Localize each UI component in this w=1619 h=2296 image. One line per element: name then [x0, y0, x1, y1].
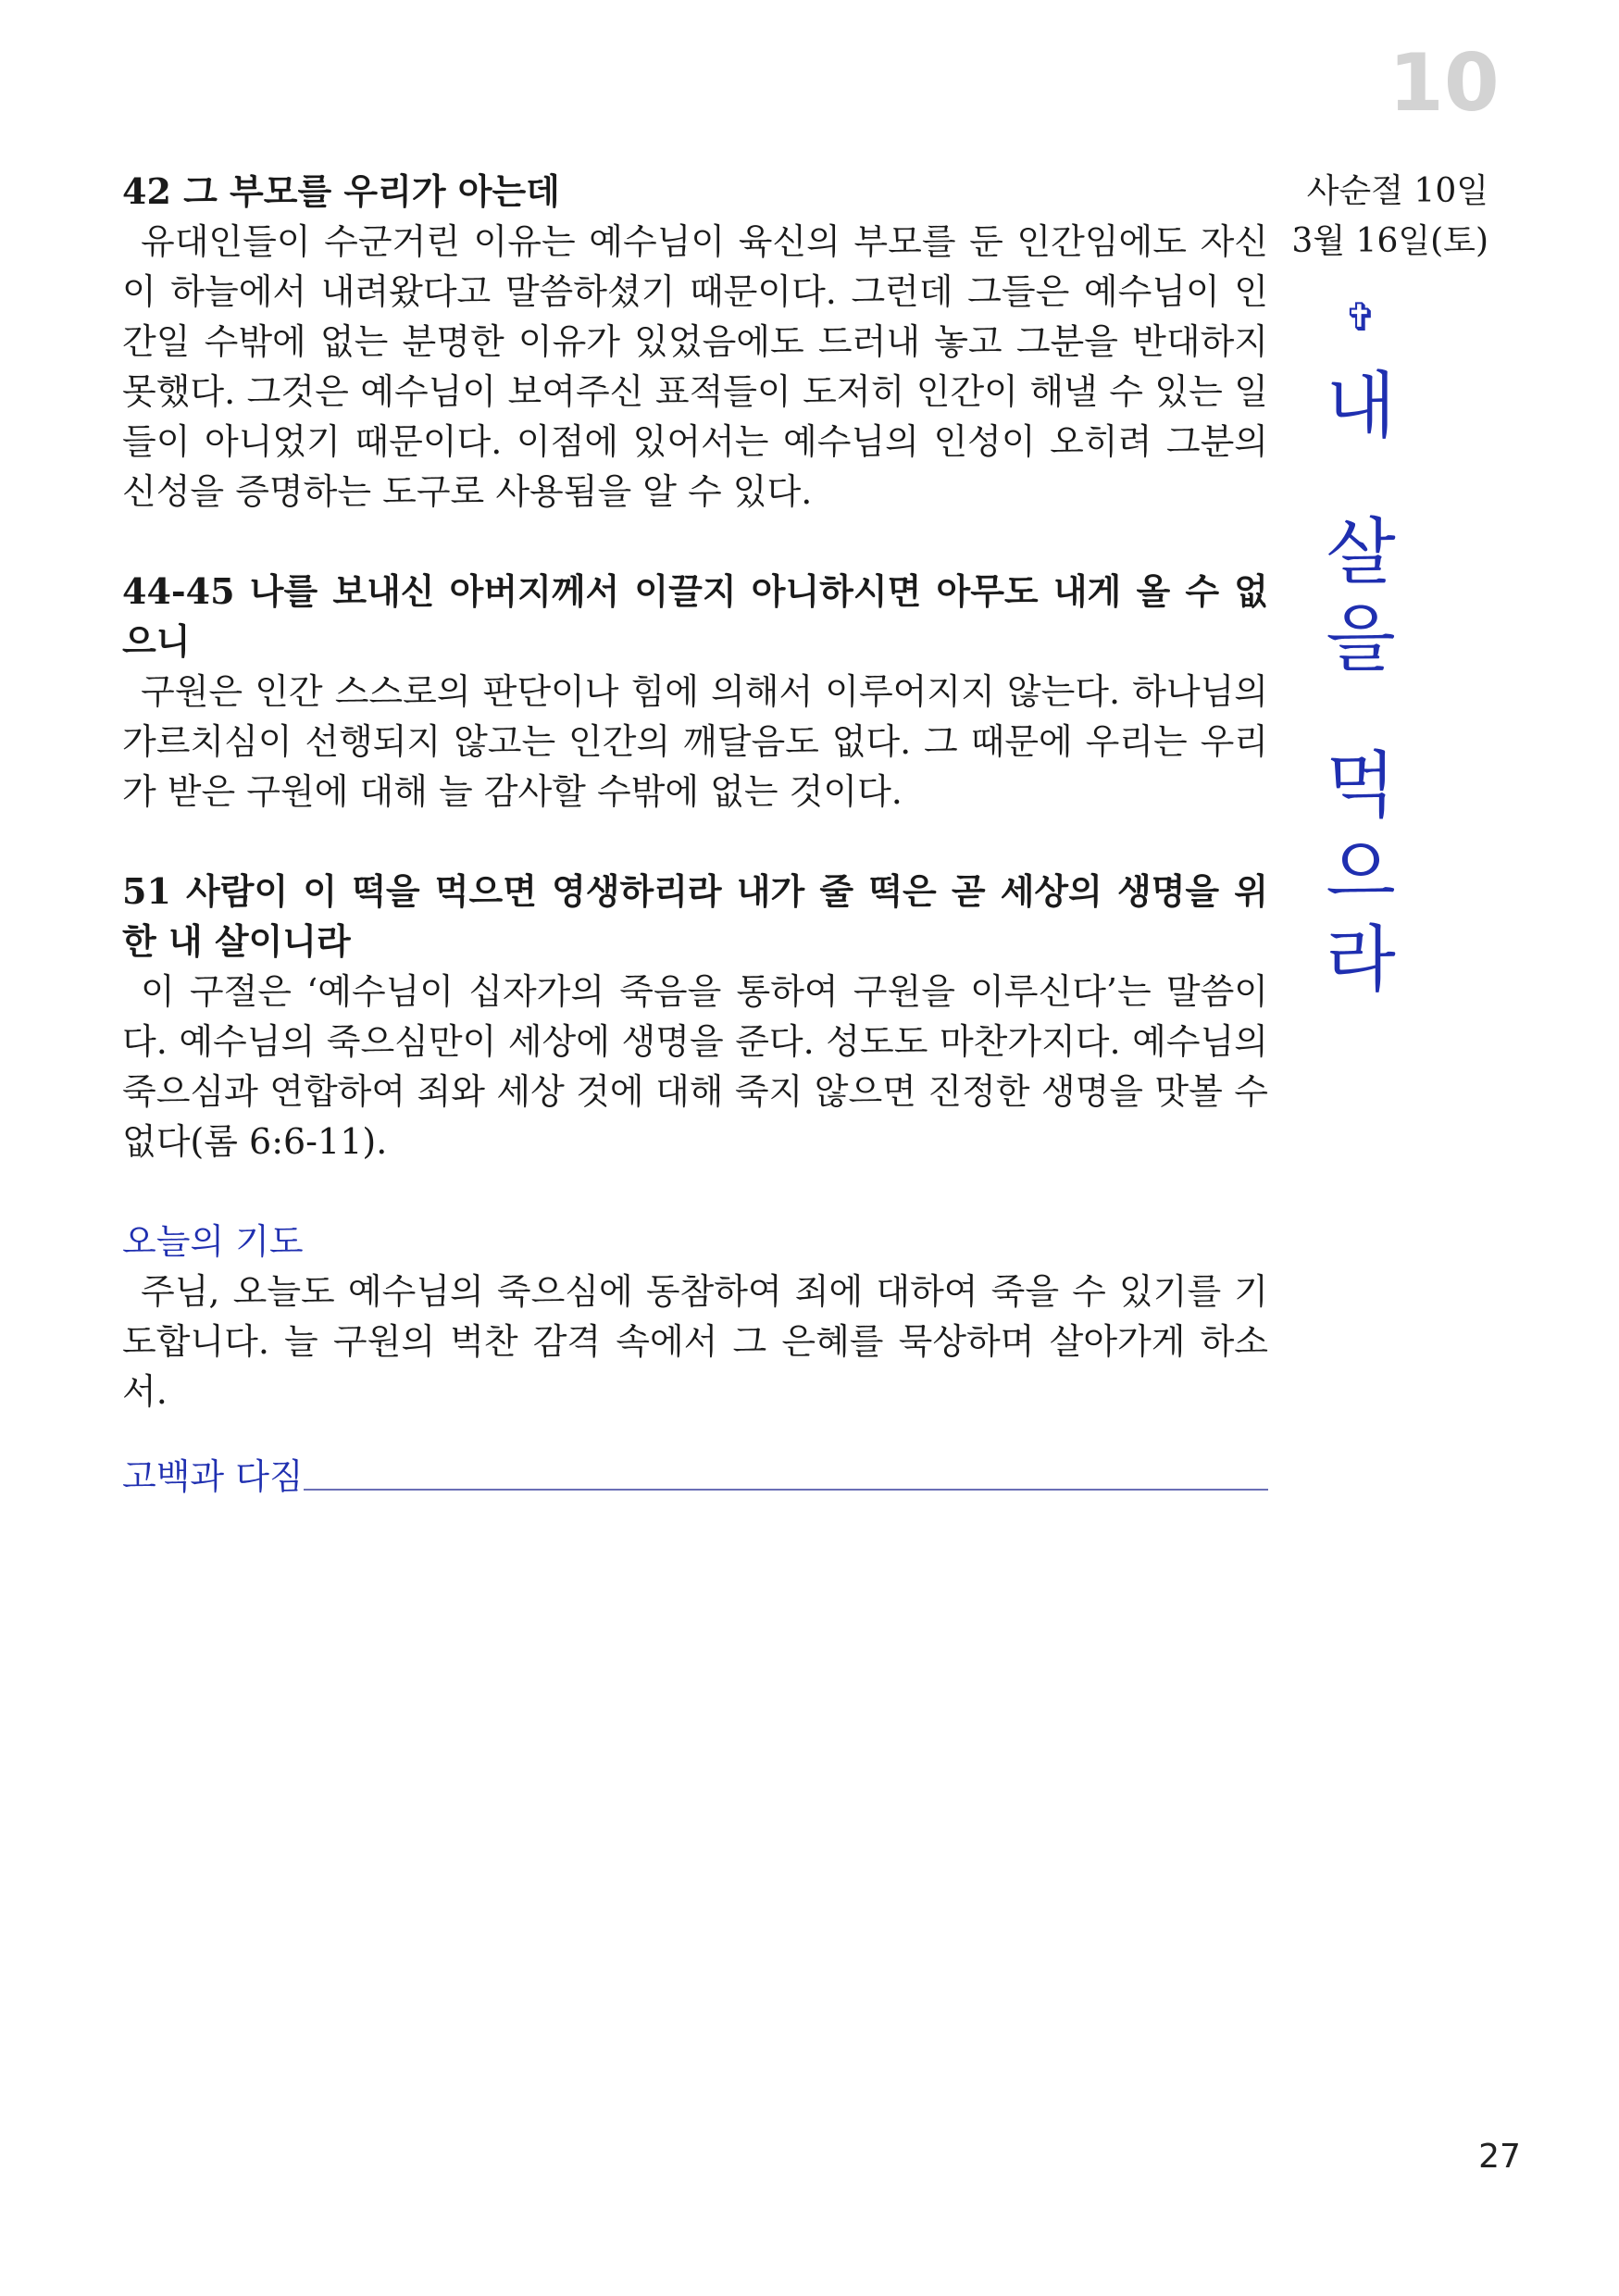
main-content [122, 167, 1268, 1502]
vertical-title-char: 을 [1326, 598, 1396, 681]
commentary-text: 이 구절은 ‘예수님이 십자가의 죽음을 통하여 구원을 이루신다’는 말씀이다. 예수님의 죽으심만이 세상에 생명을 준다. 성도도 마찬가지다. 예수님의 죽으심과 연합하여 죄와 세상 것에 대해 죽지 않으면 진정한 생명을 맛볼 수 없다(롬 6:6-11). [122, 971, 1268, 1162]
chapter-number: 10 [1389, 37, 1500, 130]
season-label: 사순절 10일 [1306, 172, 1488, 210]
commentary-section-44-45 [122, 567, 1268, 817]
vertical-title-char: 살 [1326, 511, 1396, 594]
date-label: 3월 16일(토) [1291, 222, 1488, 260]
commitment-field [122, 1452, 1268, 1502]
title-word-gap [1277, 450, 1444, 509]
prayer-text: 주님, 오늘도 예수님의 죽으심에 동참하여 죄에 대하여 죽을 수 있기를 기도합니다. 늘 구원의 벅찬 감격 속에서 그 은혜를 묵상하며 살아가게 하소서. [122, 1271, 1268, 1412]
vertical-title-char: 먹 [1326, 744, 1396, 828]
title-word-gap [1277, 683, 1444, 742]
commentary-section-42 [122, 167, 1268, 517]
commentary-text: 구원은 인간 스스로의 판단이나 힘에 의해서 이루어지지 않는다. 하나님의 가르치심이 선행되지 않고는 인간의 깨달음도 없다. 그 때문에 우리는 우리가 받은 구원에 대해 늘 감사할 수밖에 없는 것이다. [122, 671, 1268, 812]
verse-heading: 44-45 나를 보내신 아버지께서 이끌지 아니하시면 아무도 내게 올 수 없으니 [122, 570, 1268, 662]
commentary-section-51 [122, 867, 1268, 1167]
commentary-text: 유대인들이 수군거린 이유는 예수님이 육신의 부모를 둔 인간임에도 자신이 하늘에서 내려왔다고 말씀하셨기 때문이다. 그런데 그들은 예수님이 인간일 수밖에 없는 분명한 이유가 있었음에도 드러내 놓고 그분을 반대하지 못했다. 그것은 예수님이 보여주신 표적들이 도저히 인간이 해낼 수 있는 일들이 아니었기 때문이다. 이점에 있어서는 예수님의 인성이 오히려 그분의 신성을 증명하는 도구로 사용됨을 알 수 있다. [122, 221, 1268, 512]
cross-icon: ✞ [1344, 294, 1377, 340]
vertical-title [1277, 363, 1527, 1004]
verse-heading: 51 사람이 이 떡을 먹으면 영생하리라 내가 줄 떡은 곧 세상의 생명을 위한 내 살이니라 [122, 870, 1268, 962]
commitment-label: 고백과 다짐 [122, 1456, 304, 1497]
prayer-section [122, 1217, 1268, 1416]
vertical-title-char: 라 [1326, 918, 1396, 1002]
side-column [1277, 167, 1527, 1004]
verse-heading: 42 그 부모를 우리가 아는데 [122, 170, 560, 212]
commitment-write-line [304, 1487, 1268, 1491]
page-number: 27 [1478, 2138, 1521, 2176]
prayer-title: 오늘의 기도 [122, 1221, 304, 1262]
vertical-title-char: 으 [1326, 831, 1396, 915]
vertical-title-char: 내 [1326, 365, 1396, 448]
